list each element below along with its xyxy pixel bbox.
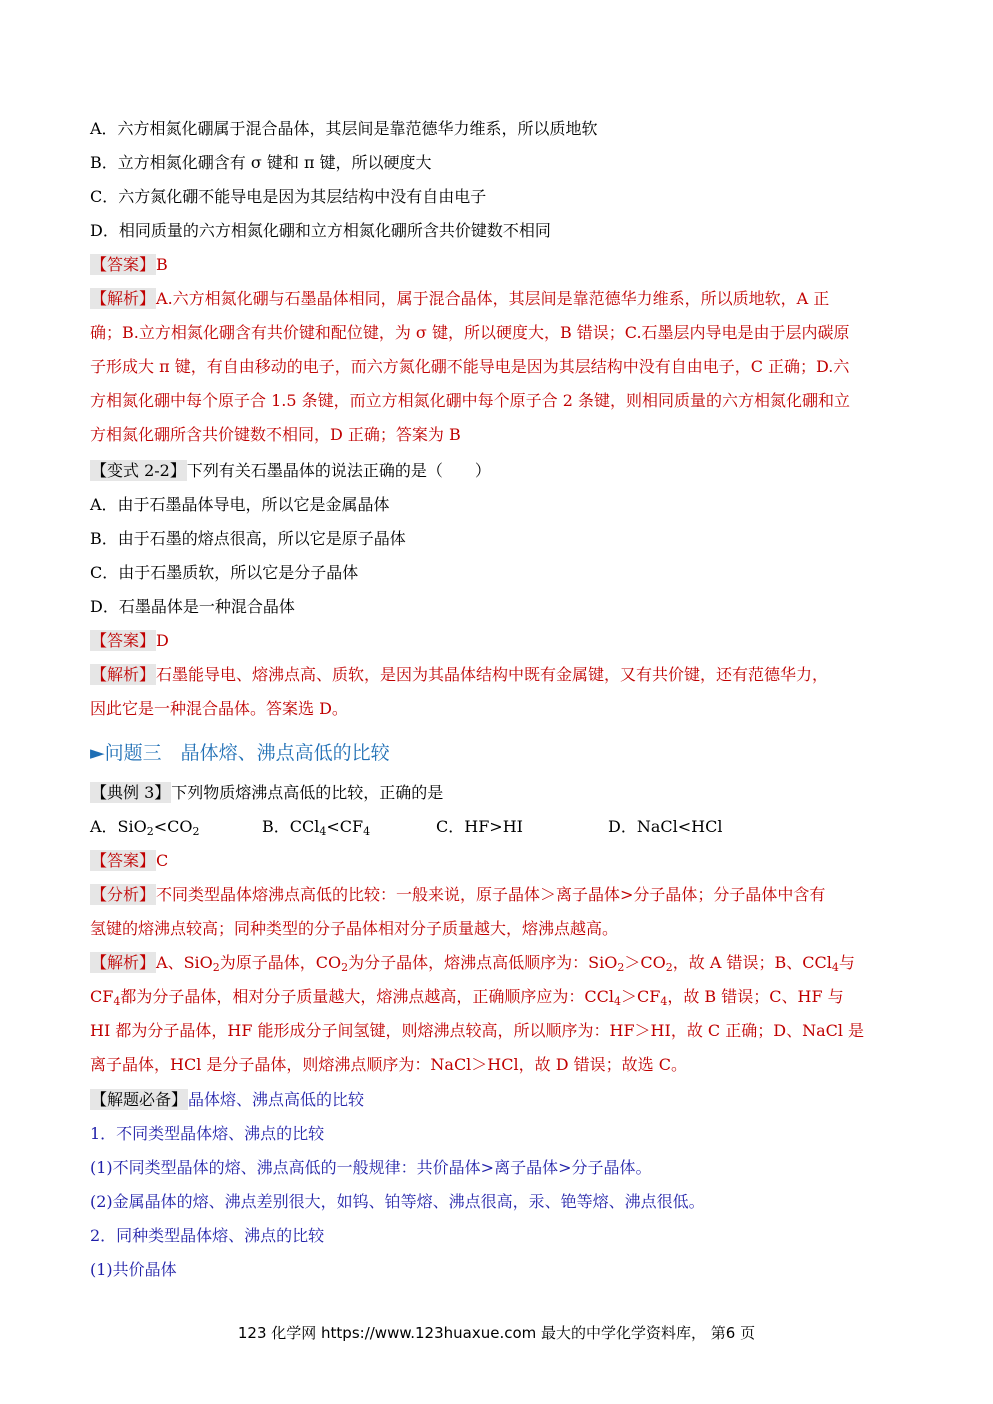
fenxi-text: 不同类型晶体熔沸点高低的比较：一般来说，原子晶体＞离子晶体>分子晶体；分子晶体中含有 xyxy=(156,885,826,904)
answer-value: B xyxy=(156,255,168,274)
variant-option-b: B．由于石墨的熔点很高，所以它是原子晶体 xyxy=(90,529,406,548)
variant-stem: 下列有关石墨晶体的说法正确的是（ ） xyxy=(186,461,491,480)
subscript: 4 xyxy=(831,961,839,974)
analysis-line-5: 方相氮化硼所含共价键数不相同，D 正确；答案为 B xyxy=(90,425,461,444)
variant-answer-tag: 【答案】 xyxy=(91,631,156,650)
example-answer-tag: 【答案】 xyxy=(91,851,156,870)
option-a-text-2: <CO xyxy=(153,817,193,836)
prep-line-4: 2．同种类型晶体熔、沸点的比较 xyxy=(90,1226,325,1245)
example-fenxi-line-1 xyxy=(90,884,910,906)
option-d: D．相同质量的六方相氮化硼和立方相氮化硼所含共价键数不相同 xyxy=(90,221,551,240)
example-answer-value: C xyxy=(156,851,169,870)
subscript: 4 xyxy=(613,995,621,1008)
option-c: C．六方氮化硼不能导电是因为其层结构中没有自由电子 xyxy=(90,187,487,206)
variant-option-a: A．由于石墨晶体导电，所以它是金属晶体 xyxy=(90,495,390,514)
analysis-part: ，故 A 错误；B、CCl xyxy=(672,953,832,972)
answer-line xyxy=(90,254,910,276)
variant-option-d: D．石墨晶体是一种混合晶体 xyxy=(90,597,295,616)
subscript: 2 xyxy=(212,961,220,974)
option-b-text-2: <CF xyxy=(326,817,364,836)
section-heading: ►问题三 晶体熔、沸点高低的比较 xyxy=(90,742,390,764)
example-option-a xyxy=(90,816,200,838)
example-answer-line xyxy=(90,850,910,872)
analysis-part: 都为分子晶体，相对分子质量越大，熔沸点越高，正确顺序应为：CCl xyxy=(120,987,614,1006)
page-footer: 123 化学网 https://www.123huaxue.com 最大的中学化学资料库， 第6 页 xyxy=(237,1324,756,1342)
example-analysis-line-3: HI 都为分子晶体，HF 能形成分子间氢键，则熔沸点较高，所以顺序为：HF＞HI，故 C 正确；D、NaCl 是 xyxy=(90,1021,865,1040)
variant-stem-line xyxy=(90,460,910,482)
example-option-b xyxy=(262,816,370,838)
analysis-part: 与 xyxy=(838,953,855,972)
prep-line-1: 1．不同类型晶体熔、沸点的比较 xyxy=(90,1124,325,1143)
option-b-text: B．CCl xyxy=(262,817,320,836)
example-fenxi-line-2: 氢键的熔沸点较高；同种类型的分子晶体相对分子质量越大，熔沸点越高。 xyxy=(90,919,619,938)
option-b: B．立方相氮化硼含有 σ 键和 π 键，所以硬度大 xyxy=(90,153,432,172)
example-stem-line xyxy=(90,782,910,804)
subscript: 4 xyxy=(113,995,121,1008)
analysis-text: A.六方相氮化硼与石墨晶体相同，属于混合晶体，其层间是靠范德华力维系，所以质地软，A 正 xyxy=(156,289,830,308)
variant-answer-value: D xyxy=(156,631,169,650)
prep-tag: 【解题必备】 xyxy=(91,1090,188,1109)
analysis-part: 为分子晶体，熔沸点高低顺序为：SiO xyxy=(348,953,618,972)
prep-title-line xyxy=(90,1089,910,1111)
option-a-text: A．SiO xyxy=(90,817,147,836)
answer-tag: 【答案】 xyxy=(91,255,156,274)
analysis-part: ，故 B 错误；C、HF 与 xyxy=(667,987,844,1006)
example-analysis-tag: 【解析】 xyxy=(91,953,156,972)
subscript: 2 xyxy=(146,825,154,838)
subscript: 4 xyxy=(319,825,327,838)
prep-title: 晶体熔、沸点高低的比较 xyxy=(188,1090,365,1109)
variant-tag: 【变式 2-2】 xyxy=(91,461,186,480)
prep-line-3: (2)金属晶体的熔、沸点差别很大，如钨、铂等熔、沸点很高，汞、铯等熔、沸点很低。 xyxy=(90,1192,705,1211)
example-analysis-line-1 xyxy=(90,952,910,974)
analysis-line-3: 子形成大 π 键，有自由移动的电子，而六方氮化硼不能导电是因为其层结构中没有自由电子，C 正确；D.六 xyxy=(90,357,850,376)
variant-analysis-tag: 【解析】 xyxy=(91,665,156,684)
analysis-part: ＞CF xyxy=(620,987,661,1006)
variant-option-c: C．由于石墨质软，所以它是分子晶体 xyxy=(90,563,359,582)
variant-analysis-text: 石墨能导电、熔沸点高、质软，是因为其晶体结构中既有金属键，又有共价键，还有范德华力， xyxy=(156,665,829,684)
variant-answer-line xyxy=(90,630,910,652)
example-stem: 下列物质熔沸点高低的比较，正确的是 xyxy=(171,783,444,802)
subscript: 2 xyxy=(192,825,200,838)
analysis-line-2: 确；B.立方相氮化硼含有共价键和配位键，为 σ 键，所以硬度大，B 错误；C.石墨层内导电是由于层内碳原 xyxy=(90,323,850,342)
prep-line-2: (1)不同类型晶体的熔、沸点高低的一般规律：共价晶体>离子晶体>分子晶体。 xyxy=(90,1158,652,1177)
analysis-line-1 xyxy=(90,288,910,310)
analysis-tag: 【解析】 xyxy=(91,289,156,308)
example-option-c: C．HF>HI xyxy=(436,817,523,836)
analysis-part: A、SiO xyxy=(156,953,213,972)
variant-analysis-line-1 xyxy=(90,664,910,686)
example-tag: 【典例 3】 xyxy=(91,783,171,802)
analysis-part: 为原子晶体，CO xyxy=(219,953,342,972)
analysis-part: CF xyxy=(90,987,114,1006)
option-a: A．六方相氮化硼属于混合晶体，其层间是靠范德华力维系，所以质地软 xyxy=(90,119,598,138)
fenxi-tag: 【分析】 xyxy=(91,885,156,904)
analysis-line-4: 方相氮化硼中每个原子合 1.5 条键，而立方相氮化硼中每个原子合 2 条键，则相同质量的六方相氮化硼和立 xyxy=(90,391,850,410)
prep-line-5: (1)共价晶体 xyxy=(90,1260,177,1279)
example-analysis-line-2 xyxy=(90,986,910,1008)
subscript: 2 xyxy=(341,961,349,974)
variant-analysis-line-2: 因此它是一种混合晶体。答案选 D。 xyxy=(90,699,348,718)
subscript: 2 xyxy=(617,961,625,974)
subscript: 4 xyxy=(660,995,668,1008)
analysis-part: ＞CO xyxy=(624,953,666,972)
example-analysis-line-4: 离子晶体，HCl 是分子晶体，则熔沸点顺序为：NaCl＞HCl，故 D 错误；故选 C。 xyxy=(90,1055,687,1074)
example-option-d: D．NaCl<HCl xyxy=(608,817,723,836)
subscript: 4 xyxy=(363,825,371,838)
subscript: 2 xyxy=(665,961,673,974)
